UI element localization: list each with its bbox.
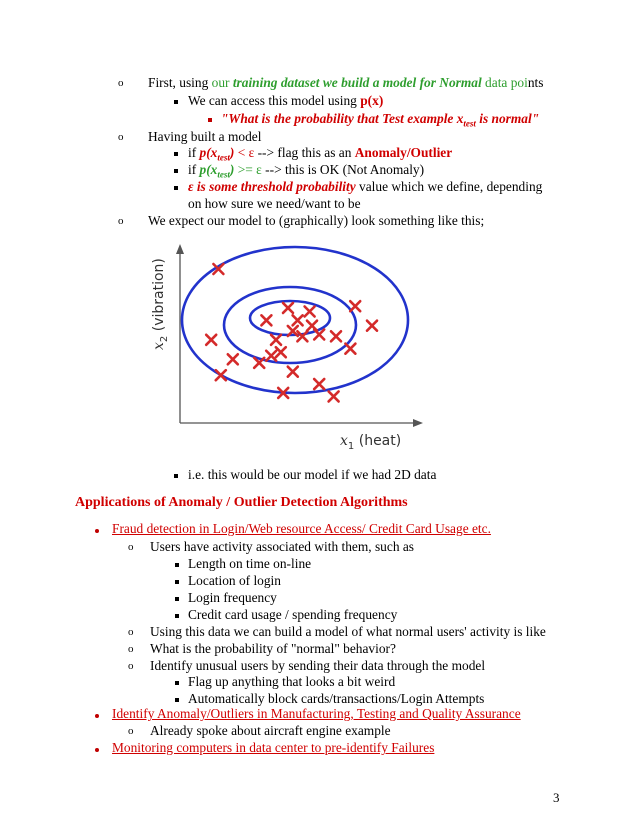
section-heading: Applications of Anomaly / Outlier Detection Algorithms (75, 495, 408, 510)
data-point-cross (314, 379, 324, 389)
list-item: Identify unusual users by sending their data through the model (150, 658, 486, 673)
data-point-cross (283, 303, 293, 313)
bullet-square (174, 169, 178, 173)
list-item: Length on time on-line (188, 556, 312, 571)
data-point-cross (345, 344, 355, 354)
list-item: Login frequency (188, 590, 277, 605)
bullet-square (174, 152, 178, 156)
bullet-square (175, 614, 179, 618)
bullet-circle: o (128, 541, 134, 553)
application-fraud-detection[interactable]: Fraud detection in Login/Web resource Access/ Credit Card Usage etc. (112, 521, 491, 536)
bullet-dot (95, 748, 99, 752)
data-point-cross (228, 354, 238, 364)
list-item: What is the probability of "normal" behavior? (150, 641, 396, 656)
bullet-square (175, 563, 179, 567)
middle-contour (224, 287, 356, 363)
text-line-threshold: ε is some threshold probability value which we define, depending (188, 179, 543, 194)
list-item: Already spoke about aircraft engine example (150, 723, 391, 738)
page-number: 3 (553, 790, 560, 805)
bullet-circle: o (128, 626, 134, 638)
data-point-cross (276, 347, 286, 357)
bullet-square (174, 474, 178, 478)
bullet-square (174, 186, 178, 190)
bullet-square (175, 597, 179, 601)
bullet-dot (95, 529, 99, 533)
bullet-circle: o (128, 725, 134, 737)
bullet-square (175, 698, 179, 702)
bullet-square (174, 100, 178, 104)
bullet-circle: o (128, 643, 134, 655)
bullet-circle: o (118, 77, 124, 89)
text-line-flag-anomaly: if $p(x_{test}) < \varepsilon$ --> flag this as an Anomaly/Outlier (188, 145, 453, 163)
bullet-square (175, 580, 179, 584)
data-point-cross (266, 351, 276, 361)
data-point-cross (329, 391, 339, 401)
text-line-access-model: We can access this model using p(x) (188, 93, 384, 108)
bullet-square (208, 118, 212, 122)
list-item: Users have activity associated with them, such as (150, 539, 415, 554)
x-axis-label: $x_1$ (heat) (340, 433, 402, 452)
text-line-2d-data: i.e. this would be our model if we had 2D data (188, 467, 437, 482)
data-point-cross (288, 367, 298, 377)
bullet-circle: o (128, 660, 134, 672)
list-item: Flag up anything that looks a bit weird (188, 674, 396, 689)
application-manufacturing[interactable]: Identify Anomaly/Outliers in Manufacturing, Testing and Quality Assurance (112, 706, 521, 721)
y-axis-arrow (176, 244, 184, 254)
text-line-expect-model: We expect our model to (graphically) look something like this; (148, 213, 485, 228)
bullet-circle: o (118, 215, 124, 227)
bullet-square (175, 681, 179, 685)
data-point-cross (271, 335, 281, 345)
y-axis-label (151, 258, 170, 350)
svg-text:x2 (vibration): $x_2$ (vibration) (151, 258, 170, 350)
list-item: Credit card usage / spending frequency (188, 607, 398, 622)
data-point-cross (216, 370, 226, 380)
x-axis-arrow (413, 419, 423, 427)
text-line-training: First, using our training dataset we build a model for Normal data points (148, 75, 544, 90)
data-point-cross (261, 315, 271, 325)
application-monitoring[interactable]: Monitoring computers in data center to pre-identify Failures (112, 740, 435, 755)
text-line-threshold-cont: on how sure we need/want to be (188, 196, 361, 211)
data-point-cross (331, 331, 341, 341)
text-line-not-anomaly: if $p(x_{test}) >= \varepsilon$ --> this is OK (Not Anomaly) (188, 162, 425, 180)
data-point-cross (305, 306, 315, 316)
data-point-cross (367, 321, 377, 331)
text-line-probability-question: "What is the probability that Test example $x_{test}$ is normal" (221, 111, 540, 129)
data-point-cross (350, 301, 360, 311)
list-item: Using this data we can build a model of what normal users' activity is like (150, 624, 546, 639)
list-item: Automatically block cards/transactions/Login Attempts (188, 691, 485, 706)
text-line-having-built: Having built a model (148, 129, 262, 144)
list-item: Location of login (188, 573, 281, 588)
data-point-cross (206, 335, 216, 345)
bullet-circle: o (118, 131, 124, 143)
data-point-cross (293, 315, 303, 325)
bullet-dot (95, 714, 99, 718)
anomaly-figure (135, 238, 425, 458)
